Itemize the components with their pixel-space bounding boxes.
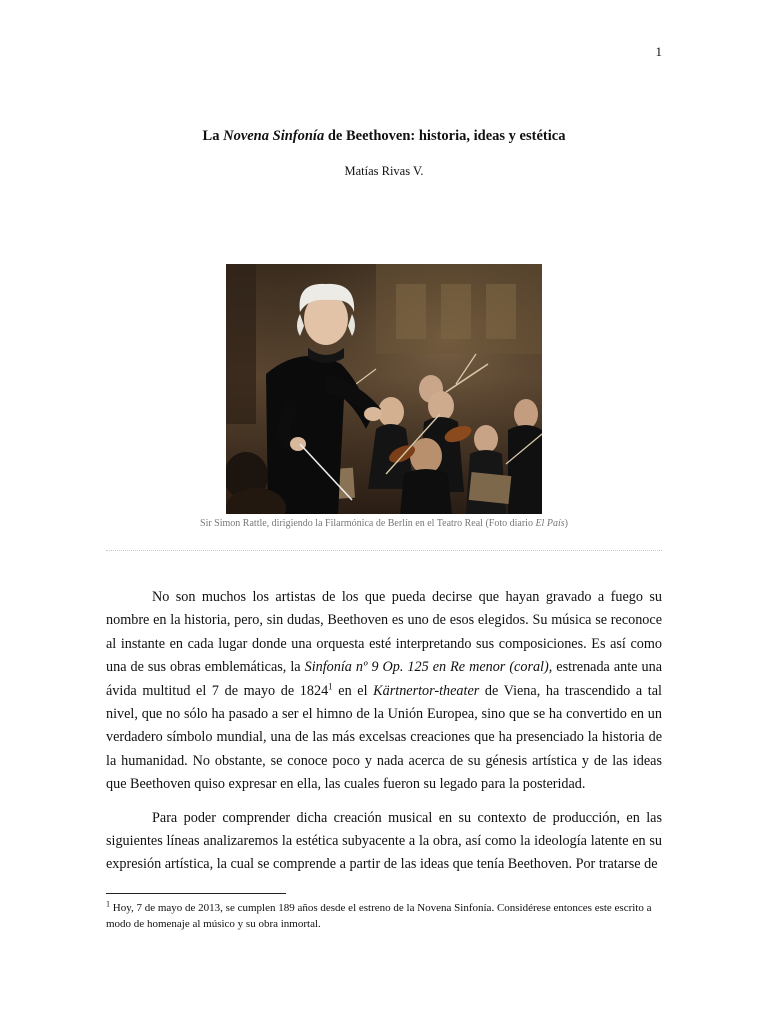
caption-close: )	[564, 518, 568, 529]
footnote-text: Hoy, 7 de mayo de 2013, se cumplen 189 años desde el estreno de la Novena Sinfonía. Considérese entonces este escrito a modo de homenaje al músico y su obra inmortal.	[106, 902, 652, 930]
p1-text-1: No son muchos los artistas de los que pueda decirse que hayan gravado a fuego su nombre en la historia, pero, sin dudas, Beethoven es uno de esos elegidos. Su música se reconoce al instante en cada lugar donde una orquesta esté interpretando sus composiciones. Es así como una de sus obras emblemáticas, la	[106, 589, 662, 676]
caption-text: Sir Simon Rattle, dirigiendo la Filarmónica de Berlín en el Teatro Real (Foto diario	[200, 518, 536, 529]
title-post: de Beethoven: historia, ideas y estética	[324, 128, 566, 144]
conductor-orchestra-photo	[226, 264, 542, 514]
footnote	[106, 900, 662, 932]
p1-text-2: estrenada ante una ávida multitud el 7 de mayo de 1824	[106, 659, 662, 699]
p1-theater-name: Kärtnertor-theater	[373, 682, 480, 699]
caption-source: El País	[535, 518, 565, 529]
footnote-ref[interactable]: 1	[328, 680, 333, 691]
photo-caption	[0, 518, 768, 529]
author-name: Matías Rivas V.	[344, 164, 424, 178]
photo-illustration	[226, 264, 542, 514]
document-title	[0, 128, 768, 145]
footnote-number: 1	[106, 899, 110, 909]
title-italic: Novena Sinfonía	[223, 128, 325, 144]
title-pre: La	[202, 128, 224, 144]
paragraph-2: Para poder comprender dicha creación musical en su contexto de producción, en las siguientes líneas analizaremos la estética subyacente a la obra, así como la ideología latente en su expresión artística, la cual se comprende a partir de las ideas que tenía Beethoven. Por tratarse de	[106, 809, 662, 873]
section-divider	[106, 550, 662, 551]
p1-text-3: en el	[332, 682, 374, 699]
body-text	[106, 586, 662, 887]
p1-symphony-title: Sinfonía nº 9 Op. 125 en Re menor (coral),	[304, 659, 553, 676]
p1-text-4: de Viena, ha trascendido a tal nivel, que no sólo ha pasado a ser el himno de la Unión Europea, sino que se ha convertido en un verdadero símbolo mundial, una de las más excelsas creaciones que ha presenciado la historia de la humanidad. No obstante, se conoce poco y nada acerca de su génesis artística y de las ideas que Beethoven quiso expresar en ella, las cuales fueron su legado para la posteridad.	[106, 682, 662, 793]
paragraph-1	[106, 586, 662, 797]
footnote-separator	[106, 893, 286, 894]
page-number: 1	[655, 44, 662, 59]
